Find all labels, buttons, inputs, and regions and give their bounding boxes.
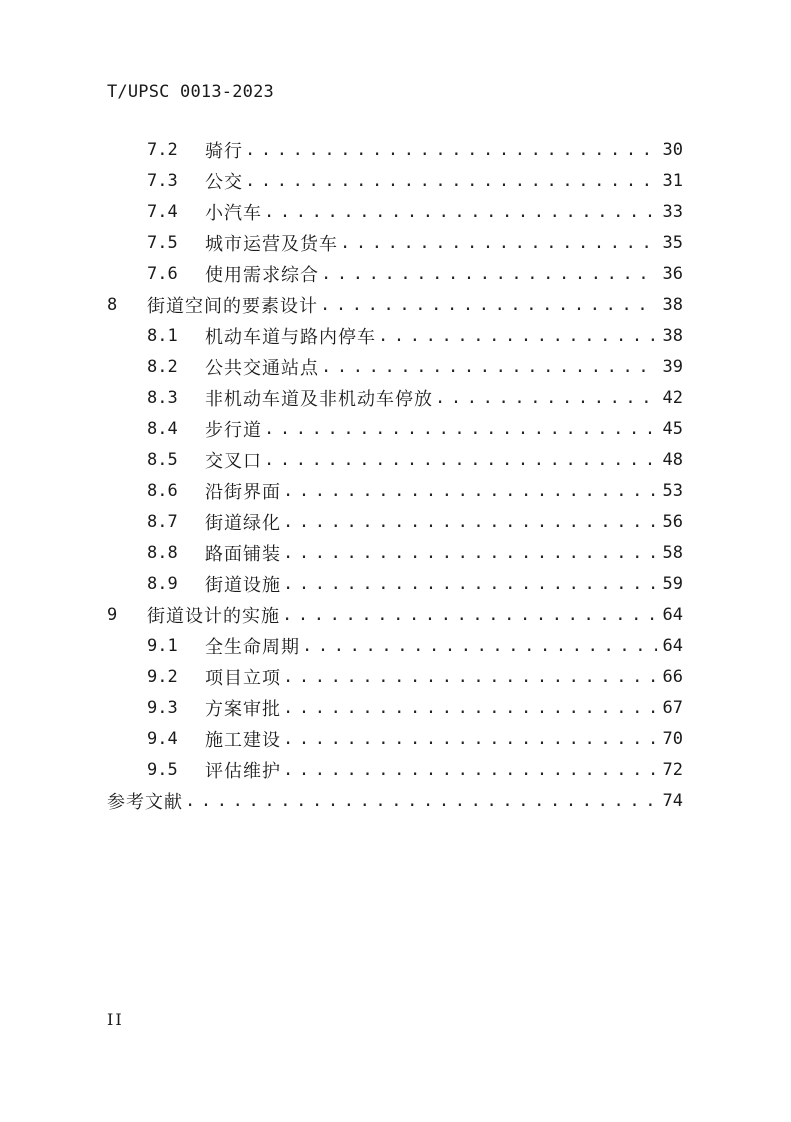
toc-entry-title: 沿街界面 xyxy=(205,481,281,503)
toc-dot-leader xyxy=(264,419,657,439)
toc-dot-leader xyxy=(245,140,657,160)
toc-entry-title: 全生命周期 xyxy=(205,636,300,658)
toc-dot-leader xyxy=(185,791,657,811)
toc-entry-page: 31 xyxy=(662,170,683,191)
toc-dot-leader xyxy=(264,450,657,470)
toc-entry[interactable] xyxy=(107,196,683,227)
toc-entry-title: 交叉口 xyxy=(205,450,262,472)
toc-entry-title: 路面铺装 xyxy=(205,543,281,565)
toc-entry-title: 街道设计的实施 xyxy=(147,605,280,627)
toc-entry-number: 7.3 xyxy=(147,170,178,191)
toc-entry[interactable] xyxy=(107,444,683,475)
toc-entry-number: 9.1 xyxy=(147,635,178,656)
toc-entry[interactable] xyxy=(107,413,683,444)
page-number-footer: II xyxy=(107,1010,124,1029)
toc-entry-number: 8.2 xyxy=(147,356,178,377)
toc-entry[interactable] xyxy=(107,165,683,196)
toc-entry-title: 方案审批 xyxy=(205,698,281,720)
toc-entry[interactable] xyxy=(107,227,683,258)
toc-entry-number: 8.7 xyxy=(147,511,178,532)
toc-entry-title: 使用需求综合 xyxy=(205,264,319,286)
toc-entry[interactable] xyxy=(107,475,683,506)
toc-entry[interactable] xyxy=(107,785,683,816)
toc-dot-leader xyxy=(245,171,657,191)
toc-dot-leader xyxy=(321,264,657,284)
toc-entry-number: 8.8 xyxy=(147,542,178,563)
toc-entry-page: 59 xyxy=(662,573,683,594)
toc-entry-title: 街道绿化 xyxy=(205,512,281,534)
toc-entry[interactable] xyxy=(107,320,683,351)
toc-entry-title: 项目立项 xyxy=(205,667,281,689)
toc-entry-page: 58 xyxy=(662,542,683,563)
toc-entry-page: 35 xyxy=(662,232,683,253)
toc-dot-leader xyxy=(283,481,657,501)
toc-entry-title: 骑行 xyxy=(205,140,243,162)
toc-entry-title: 非机动车道及非机动车停放 xyxy=(205,388,433,410)
toc-dot-leader xyxy=(283,543,657,563)
toc-entry-title: 公交 xyxy=(205,171,243,193)
document-id-header: T/UPSC 0013-2023 xyxy=(107,82,274,102)
toc-entry[interactable] xyxy=(107,723,683,754)
toc-dot-leader xyxy=(283,698,657,718)
toc-entry-page: 30 xyxy=(662,139,683,160)
toc-entry-number: 7.6 xyxy=(147,263,178,284)
toc-dot-leader xyxy=(283,729,657,749)
toc-entry-number: 9.3 xyxy=(147,697,178,718)
toc-entry-number: 9 xyxy=(107,604,118,625)
toc-entry-title: 城市运营及货车 xyxy=(205,233,338,255)
toc-entry-page: 33 xyxy=(662,201,683,222)
toc-entry-title: 公共交通站点 xyxy=(205,357,319,379)
toc-entry-number: 7.2 xyxy=(147,139,178,160)
toc-entry[interactable] xyxy=(107,537,683,568)
toc-entry-number: 8.1 xyxy=(147,325,178,346)
toc-entry-number: 8.4 xyxy=(147,418,178,439)
toc-entry-page: 39 xyxy=(662,356,683,377)
toc-entry-number: 9.5 xyxy=(147,759,178,780)
toc-dot-leader xyxy=(321,357,657,377)
toc-entry-number: 8 xyxy=(107,294,118,315)
toc-entry[interactable] xyxy=(107,351,683,382)
toc-entry-number: 8.5 xyxy=(147,449,178,470)
toc-entry-page: 64 xyxy=(662,604,683,625)
toc-entry[interactable] xyxy=(107,568,683,599)
toc-entry-page: 56 xyxy=(662,511,683,532)
toc-entry-page: 53 xyxy=(662,480,683,501)
toc-entry[interactable] xyxy=(107,661,683,692)
toc-entry[interactable] xyxy=(107,382,683,413)
toc-entry[interactable] xyxy=(107,754,683,785)
toc-dot-leader xyxy=(340,233,657,253)
toc-entry-number: 7.4 xyxy=(147,201,178,222)
toc-entry-title: 机动车道与路内停车 xyxy=(205,326,376,348)
toc-entry-page: 45 xyxy=(662,418,683,439)
table-of-contents xyxy=(107,134,683,816)
toc-dot-leader xyxy=(378,326,657,346)
toc-dot-leader xyxy=(302,636,657,656)
toc-dot-leader xyxy=(283,760,657,780)
toc-dot-leader xyxy=(264,202,657,222)
toc-dot-leader xyxy=(283,667,657,687)
toc-entry-title: 步行道 xyxy=(205,419,262,441)
toc-entry-page: 38 xyxy=(662,294,683,315)
toc-entry-number: 8.9 xyxy=(147,573,178,594)
toc-entry-number: 8.3 xyxy=(147,387,178,408)
toc-entry-page: 66 xyxy=(662,666,683,687)
toc-entry-title: 街道设施 xyxy=(205,574,281,596)
toc-dot-leader xyxy=(283,512,657,532)
toc-entry-title: 参考文献 xyxy=(107,791,183,813)
toc-entry-title: 施工建设 xyxy=(205,729,281,751)
toc-entry-page: 70 xyxy=(662,728,683,749)
toc-entry[interactable] xyxy=(107,258,683,289)
toc-entry[interactable] xyxy=(107,134,683,165)
toc-entry-page: 67 xyxy=(662,697,683,718)
toc-entry-title: 评估维护 xyxy=(205,760,281,782)
toc-dot-leader xyxy=(435,388,657,408)
toc-entry-number: 9.2 xyxy=(147,666,178,687)
toc-entry-page: 42 xyxy=(662,387,683,408)
toc-entry-page: 48 xyxy=(662,449,683,470)
toc-dot-leader xyxy=(283,574,657,594)
toc-entry-number: 8.6 xyxy=(147,480,178,501)
toc-entry-page: 36 xyxy=(662,263,683,284)
toc-entry[interactable] xyxy=(107,599,683,630)
toc-dot-leader xyxy=(282,605,657,625)
toc-dot-leader xyxy=(320,295,657,315)
toc-entry-page: 38 xyxy=(662,325,683,346)
toc-entry-number: 9.4 xyxy=(147,728,178,749)
toc-entry-number: 7.5 xyxy=(147,232,178,253)
toc-entry[interactable] xyxy=(107,692,683,723)
toc-entry-title: 街道空间的要素设计 xyxy=(147,295,318,317)
toc-entry[interactable] xyxy=(107,289,683,320)
toc-entry[interactable] xyxy=(107,630,683,661)
toc-entry-page: 64 xyxy=(662,635,683,656)
toc-entry-page: 74 xyxy=(662,790,683,811)
toc-entry-page: 72 xyxy=(662,759,683,780)
toc-entry[interactable] xyxy=(107,506,683,537)
toc-entry-title: 小汽车 xyxy=(205,202,262,224)
